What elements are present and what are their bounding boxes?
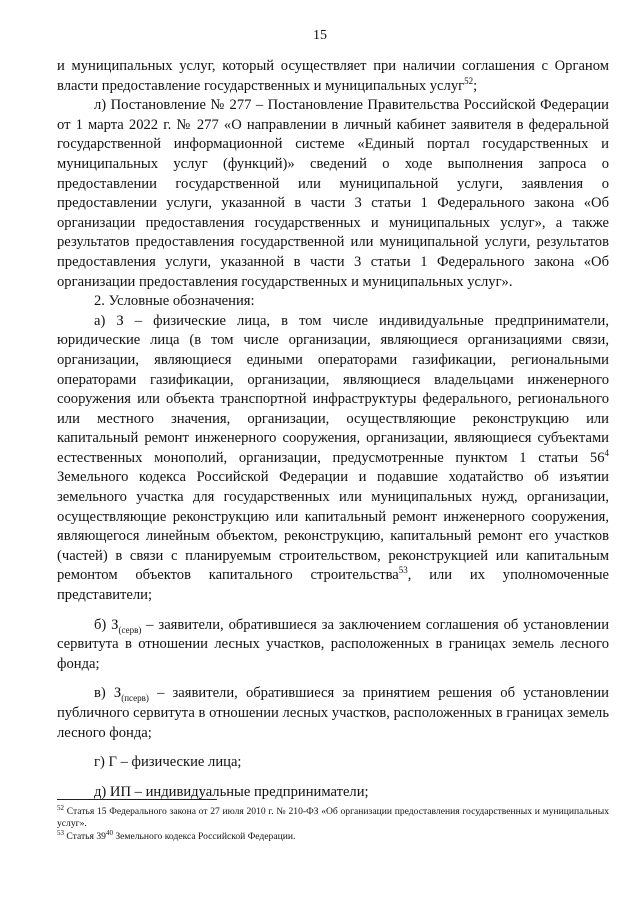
definition-z-serv: [57, 616, 609, 675]
item-prefix: б) З: [94, 616, 119, 633]
superscript-index: 4: [604, 448, 609, 459]
footnote-52: [57, 803, 609, 830]
footnote-53: [57, 831, 609, 843]
subscript-label: (псерв): [121, 693, 149, 704]
subscript-label: (серв): [118, 624, 142, 635]
footnote-text: Статья 39: [64, 831, 106, 843]
paragraph-text: а) З – физические лица, в том числе индивидуальные предприниматели, юридические лица (в том числе организации, являющиеся организациями связи, организации, являющиеся едиными операторами газификации, региональными операторами газификации, организации, являющиеся владельцами инженерного сооружения или объекта транспортной инфраструктуры федерального, регионального или местного значения, организации, осуществляющие реконструкцию или капитальный ремонт инженерного сооружения, организации, являющиеся субъектами естественных монополий, организации, предусмотренные пунктом 1 статьи 56: [57, 312, 609, 466]
item-prefix: в) З: [94, 685, 122, 702]
paragraph-tail: ;: [473, 77, 478, 94]
paragraph-text: – заявители, обратившиеся за заключением соглашения об установлении сервитута в отношении лесных участков, расположенных в границах земель лесного фонда;: [57, 616, 610, 672]
superscript-index: 40: [105, 829, 113, 838]
document-body: [57, 57, 609, 802]
paragraph-text: и муниципальных услуг, который осуществляет при наличии соглашения с Органом власти предоставление государственных и муниципальных услуг: [57, 58, 609, 94]
definition-ip: д) ИП – индивидуальные предприниматели;: [94, 783, 369, 800]
footnote-text: Статья 15 Федерального закона от 27 июля 2010 г. № 210-ФЗ «Об организации предоставления государственных и муниципальных услуг».: [57, 806, 609, 830]
footnote-mark: 52: [57, 803, 64, 812]
footnote-reference: 53: [398, 565, 408, 576]
footnotes: [57, 803, 609, 845]
footnote-text: Земельного кодекса Российской Федерации.: [112, 831, 296, 843]
section-heading-symbols: 2. Условные обозначения:: [94, 293, 255, 310]
page-number: 15: [313, 28, 327, 43]
footnote-reference: 52: [464, 75, 474, 86]
definition-resolution-277: л) Постановление № 277 – Постановление Правительства Российской Федерации от 1 марта 2022 г. № 277 «О направлении в личный кабинет заявителя в федеральной государственной информационной системе «Единый портал государственных и муниципальных услуг (функций)» сведений о ходе выполнения запроса о предоставлении государственной или муниципальной услуги, заявления о предоставлении услуги, указанной в части 3 статьи 1 Федерального закона «Об организации предоставления государственных и муниципальных услуг», а также результатов предоставления государственной или муниципальной услуги, результатов предоставления услуги, указанной в части 3 статьи 1 Федерального закона «Об организации предоставления государственных и муниципальных услуг».: [57, 97, 609, 290]
paragraph-text: Земельного кодекса Российской Федерации и подавшие ходатайство об изъятии земельного участка для государственных или муниципальных нужд, организации, осуществляющие реконструкцию или капитальный ремонт инженерного сооружения, являющегося линейным объектом, реконструкцию, капитальный ремонт его участков (частей) в связи с планируемым строительством, реконструкцией или капитальным ремонтом объектов капитального строительства: [57, 469, 609, 584]
paragraph-text: , или их уполномоченные представители;: [57, 567, 609, 604]
definition-z: [57, 312, 609, 606]
footnote-divider: [57, 799, 217, 800]
footnote-mark: 53: [57, 829, 64, 838]
paragraph-continuation: [57, 57, 609, 96]
paragraph-text: – заявители, обратившиеся за принятием решения об установлении публичного сервитута в отношении лесных участков, расположенных в границах земель лесного фонда;: [57, 685, 609, 741]
definition-z-pserv: [57, 684, 609, 743]
definition-g: г) Г – физические лица;: [94, 754, 242, 771]
